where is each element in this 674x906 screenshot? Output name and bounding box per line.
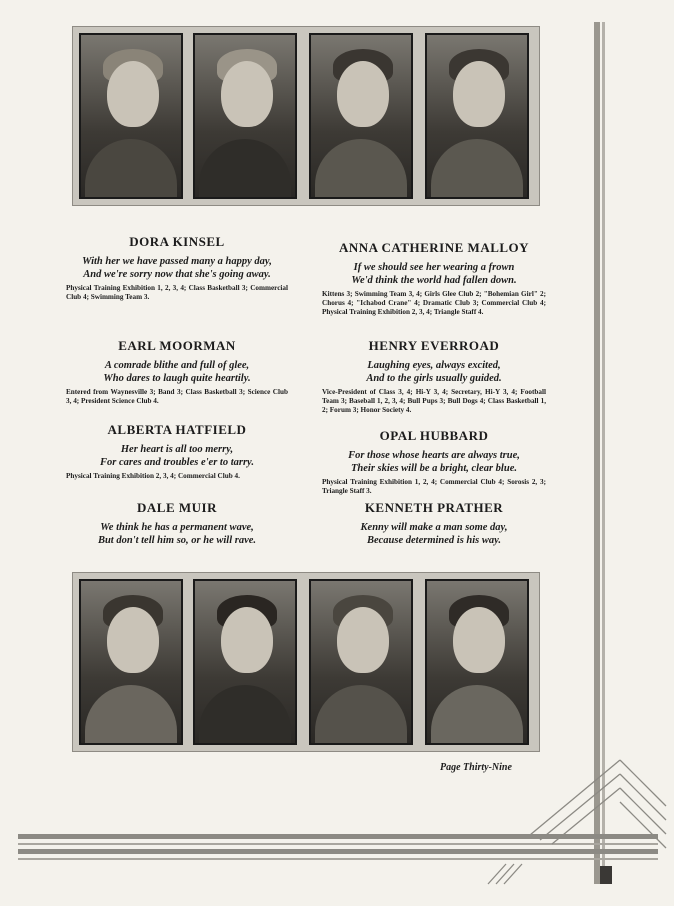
activities-text: Physical Training Exhibition 1, 2, 3, 4; Class Basketball 3; Commercial Club 4; Swimming Team 3. — [66, 284, 288, 301]
verse-line: A comrade blithe and full of glee, — [104, 360, 250, 371]
portrait-photo — [309, 579, 413, 745]
portrait-photo — [79, 33, 183, 199]
verse-line: Because determined is his way. — [366, 534, 502, 546]
portrait-photo — [193, 33, 297, 199]
activities-text: Vice-President of Class 3, 4; Hi-Y 3, 4; Secretary, Hi-Y 3, 4; Football Team 3; Baseball 1, 2, 3, 4; Bull Pups 3; Bull Dogs 4; Class Basketball 1, 2; Forum 3; Honor Society 4. — [322, 388, 546, 414]
verse-line: Laughing eyes, always excited, — [367, 360, 501, 371]
verse-line: But don't tell him so, or he will rave. — [97, 534, 257, 546]
verse-line: Who dares to laugh quite heartily. — [103, 372, 251, 384]
portrait-photo — [79, 579, 183, 745]
student-name: DALE MUIR — [137, 500, 217, 515]
portrait-photo — [425, 33, 529, 199]
verse-line: For cares and troubles e'er to tarry. — [100, 456, 254, 468]
student-entry — [66, 234, 288, 302]
verse-line: And to the girls usually guided. — [366, 372, 502, 384]
activities-text: Entered from Waynesville 3; Band 3; Class Basketball 3; Science Club 3, 4; President Science Club 4. — [66, 388, 288, 405]
verse-line: We'd think the world had fallen down. — [351, 274, 517, 286]
activities-text: Physical Training Exhibition 2, 3, 4; Commercial Club 4. — [66, 472, 240, 480]
verse-line: We think he has a permanent wave, — [100, 522, 254, 533]
student-name: EARL MOORMAN — [118, 338, 236, 353]
bottom-photo-strip — [72, 572, 540, 752]
verse-line: Her heart is all too merry, — [120, 444, 234, 455]
verse-line: Kenny will make a man some day, — [360, 522, 508, 533]
verse-line: For those whose hearts are always true, — [348, 450, 520, 461]
top-photo-strip — [72, 26, 540, 206]
student-name: ALBERTA HATFIELD — [107, 422, 247, 437]
verse-line: With her we have passed many a happy day, — [82, 256, 272, 267]
student-name: DORA KINSEL — [129, 234, 225, 249]
student-entry — [322, 338, 546, 415]
portrait-photo — [193, 579, 297, 745]
student-entry — [66, 500, 288, 547]
student-entry — [322, 500, 546, 547]
activities-text: Physical Training Exhibition 1, 2, 4; Commercial Club 4; Sorosis 2, 3; Triangle Staff 3. — [322, 478, 546, 495]
portrait-photo — [309, 33, 413, 199]
student-name: ANNA CATHERINE MALLOY — [338, 240, 530, 255]
page-number: Page Thirty-Nine — [440, 762, 512, 773]
student-name: KENNETH PRATHER — [364, 500, 504, 515]
student-name: HENRY EVERROAD — [368, 338, 500, 353]
verse-line: If we should see her wearing a frown — [353, 262, 515, 273]
deco-diagonal-lines — [470, 740, 670, 890]
student-entry — [322, 428, 546, 496]
student-entry — [66, 422, 288, 481]
student-name: OPAL HUBBARD — [379, 428, 489, 443]
student-entry — [66, 338, 288, 406]
portrait-photo — [425, 579, 529, 745]
verse-line: Their skies will be a bright, clear blue. — [351, 462, 517, 474]
verse-line: And we're sorry now that she's going away. — [83, 268, 271, 280]
activities-text: Kittens 3; Swimming Team 3, 4; Girls Glee Club 2; "Bohemian Girl" 2; Chorus 4; "Ichabod Crane" 4; Dramatic Club 3; Commercial Club 4; Physical Training Exhibition 2, 3, 4; Triangle Staff 4. — [322, 290, 546, 316]
student-entry — [322, 240, 546, 317]
